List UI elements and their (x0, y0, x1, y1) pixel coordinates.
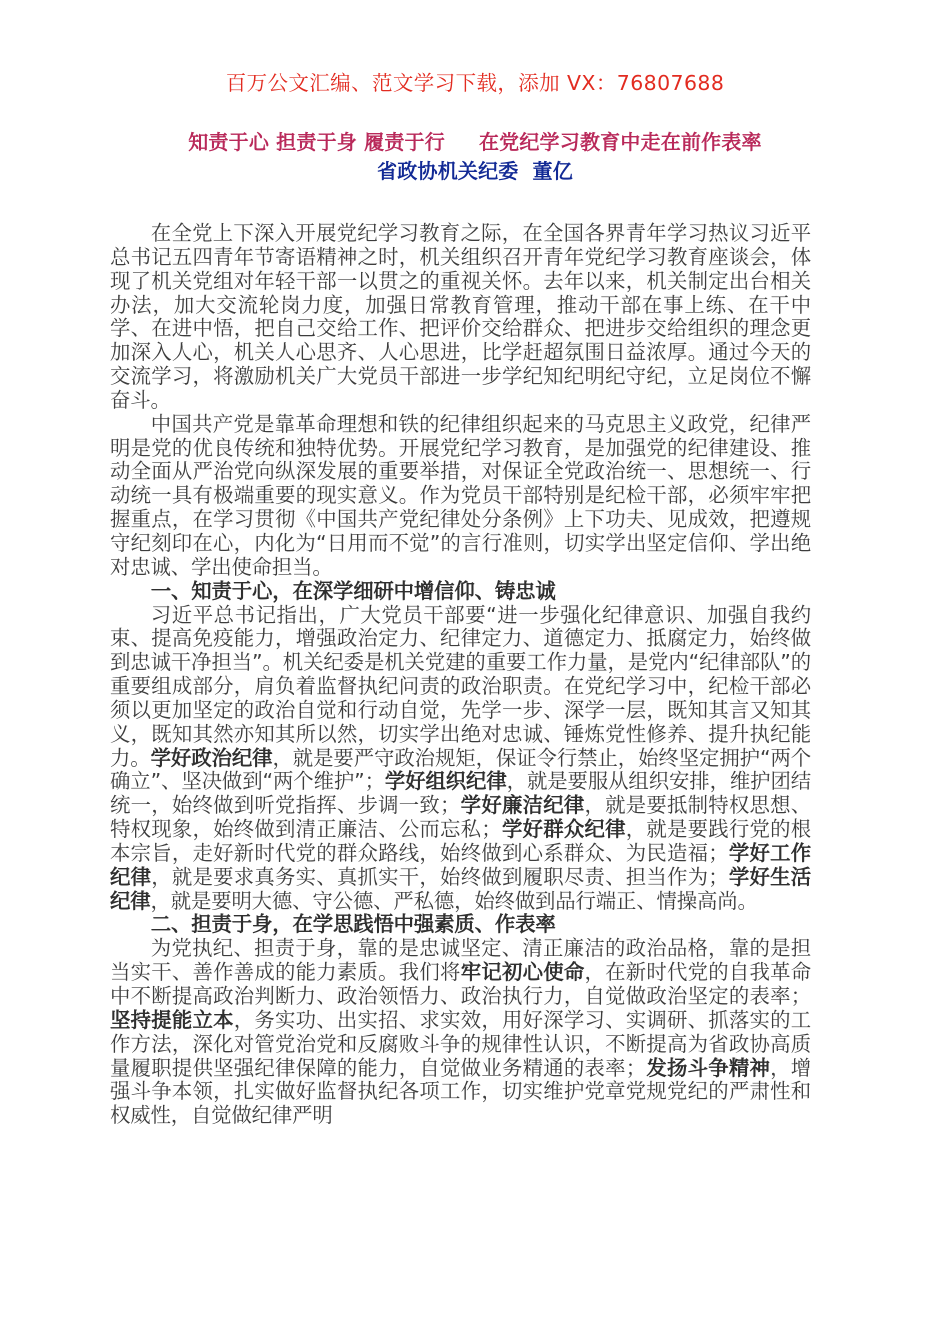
body-paragraph (110, 604, 811, 914)
paragraph-text: ，就是要抵制特权思想、特权现象，始终做到清正廉洁、公而忘私； (110, 793, 811, 842)
paragraph-text: ，就是要求真务实、真抓实干，始终做到履职尽责、担当作为； (151, 864, 729, 889)
emphasis-text: 一、知责于心，在深学细研中增信仰、铸忠诚 (150, 578, 556, 603)
emphasis-text: 发扬斗争精神 (645, 1055, 771, 1080)
emphasis-text: 学好生活纪律 (110, 864, 811, 913)
body-paragraph (110, 937, 811, 1128)
document-body (110, 222, 811, 1128)
body-paragraph (110, 222, 811, 413)
emphasis-text: 牢记初心使命 (460, 960, 585, 985)
emphasis-text: 坚持提能立本 (110, 1007, 234, 1032)
emphasis-text: 学好工作纪律 (110, 840, 811, 889)
page-title (0, 126, 950, 155)
emphasis-text: 学好政治纪律 (150, 745, 273, 770)
byline-org: 省政协机关纪委 (377, 159, 519, 183)
paragraph-text: ，增强斗争本领，扎实做好监督执纪各项工作，切实维护党章党规党纪的严肃性和权威性，自觉做纪律严明 (110, 1055, 811, 1128)
paragraph-text: ，就是要服从组织安排，维护团结统一，始终做到听党指挥、步调一致； (110, 769, 812, 818)
emphasis-text: 学好群众纪律 (501, 817, 626, 842)
byline (0, 155, 950, 184)
paragraph-text: 在全党上下深入开展党纪学习教育之际，在全国各界青年学习热议习近平总书记五四青年节寄语精神之时，机关组织召开青年党纪学习教育座谈会，体现了机关党组对年轻干部一以贯之的重视关怀。去年以来，机关制定出台相关办法，加大交流轮岗力度，加强日常教育管理，推动干部在事上练、在干中学、在进中悟，把自己交给工作、把评价交给群众、把进步交给组织的理念更加深入人心，机关人心思齐、人心思进，比学赶超氛围日益浓厚。通过今天的交流学习，将激励机关广大党员干部进一步学纪知纪明纪守纪，立足岗位不懈奋斗。 (110, 221, 811, 412)
emphasis-text: 学好廉洁纪律 (460, 793, 585, 818)
paragraph-text: ，务实功、出实招、求实效，用好深学习、实调研、抓落实的工作方法，深化对管党治党和反腐败斗争的规律性认识，不断提高为省政协高质量履职提供坚强纪律保障的能力，自觉做业务精通的表率； (110, 1007, 811, 1080)
paragraph-text: ，在新时代党的自我革命中不断提高政治判断力、政治领悟力、政治执行力，自觉做政治坚定的表率； (110, 960, 811, 1008)
promo-banner: 百万公文汇编、范文学习下载，添加 VX：76807688 (225, 71, 725, 95)
paragraph-text: ，就是要践行党的根本宗旨，走好新时代党的群众路线，始终做到心系群众、为民造福； (110, 817, 812, 865)
paragraph-text: 习近平总书记指出，广大党员干部要“进一步强化纪律意识、加强自我约束、提高免疫能力，增强政治定力、纪律定力、道德定力、抵腐定力，始终做到忠诚干净担当”。机关纪委是机关党建的重要工作力量，是党内“纪律部队”的重要组成部分，肩负着监督执纪问责的政治职责。在党纪学习中，纪检干部必须以更加坚定的政治自觉和行动自觉，先学一步、深学一层，既知其言又知其义，既知其然亦知其所以然，切实学出绝对忠诚、锤炼党性修养、提升执纪能力。 (110, 602, 811, 770)
paragraph-text: ，就是要严守政治规矩，保证令行禁止，始终坚定拥护“两个确立”、坚决做到“两个维护”； (110, 745, 811, 794)
page-title-left: 知责于心 担责于身 履责于行 (188, 130, 445, 154)
emphasis-text: 二、担责于身，在学思践悟中强素质、作表率 (150, 912, 556, 937)
paragraph-text: ，就是要明大德、守公德、严私德，始终做到品行端正、情操高尚。 (150, 888, 758, 913)
paragraph-text: 中国共产党是靠革命理想和铁的纪律组织起来的马克思主义政党，纪律严明是党的优良传统和独特优势。开展党纪学习教育，是加强党的纪律建设、推动全面从严治党向纵深发展的重要举措，对保证全党政治统一、思想统一、行动统一具有极端重要的现实意义。作为党员干部特别是纪检干部，必须牢牢把握重点，在学习贯彻《中国共产党纪律处分条例》上下功夫、见成效，把遵规守纪刻印在心，内化为“日用而不觉”的言行准则，切实学出坚定信仰、学出绝对忠诚、学出使命担当。 (110, 411, 811, 579)
body-paragraph (110, 413, 811, 580)
emphasis-text: 学好组织纪律 (384, 769, 507, 794)
section-heading (110, 580, 811, 604)
paragraph-text: 为党执纪、担责于身，靠的是忠诚坚定、清正廉洁的政治品格，靠的是担当实干、善作善成的能力素质。我们将 (110, 936, 811, 985)
section-heading (110, 913, 811, 937)
page-title-right: 在党纪学习教育中走在前作表率 (478, 130, 762, 154)
byline-author: 董亿 (532, 159, 573, 183)
